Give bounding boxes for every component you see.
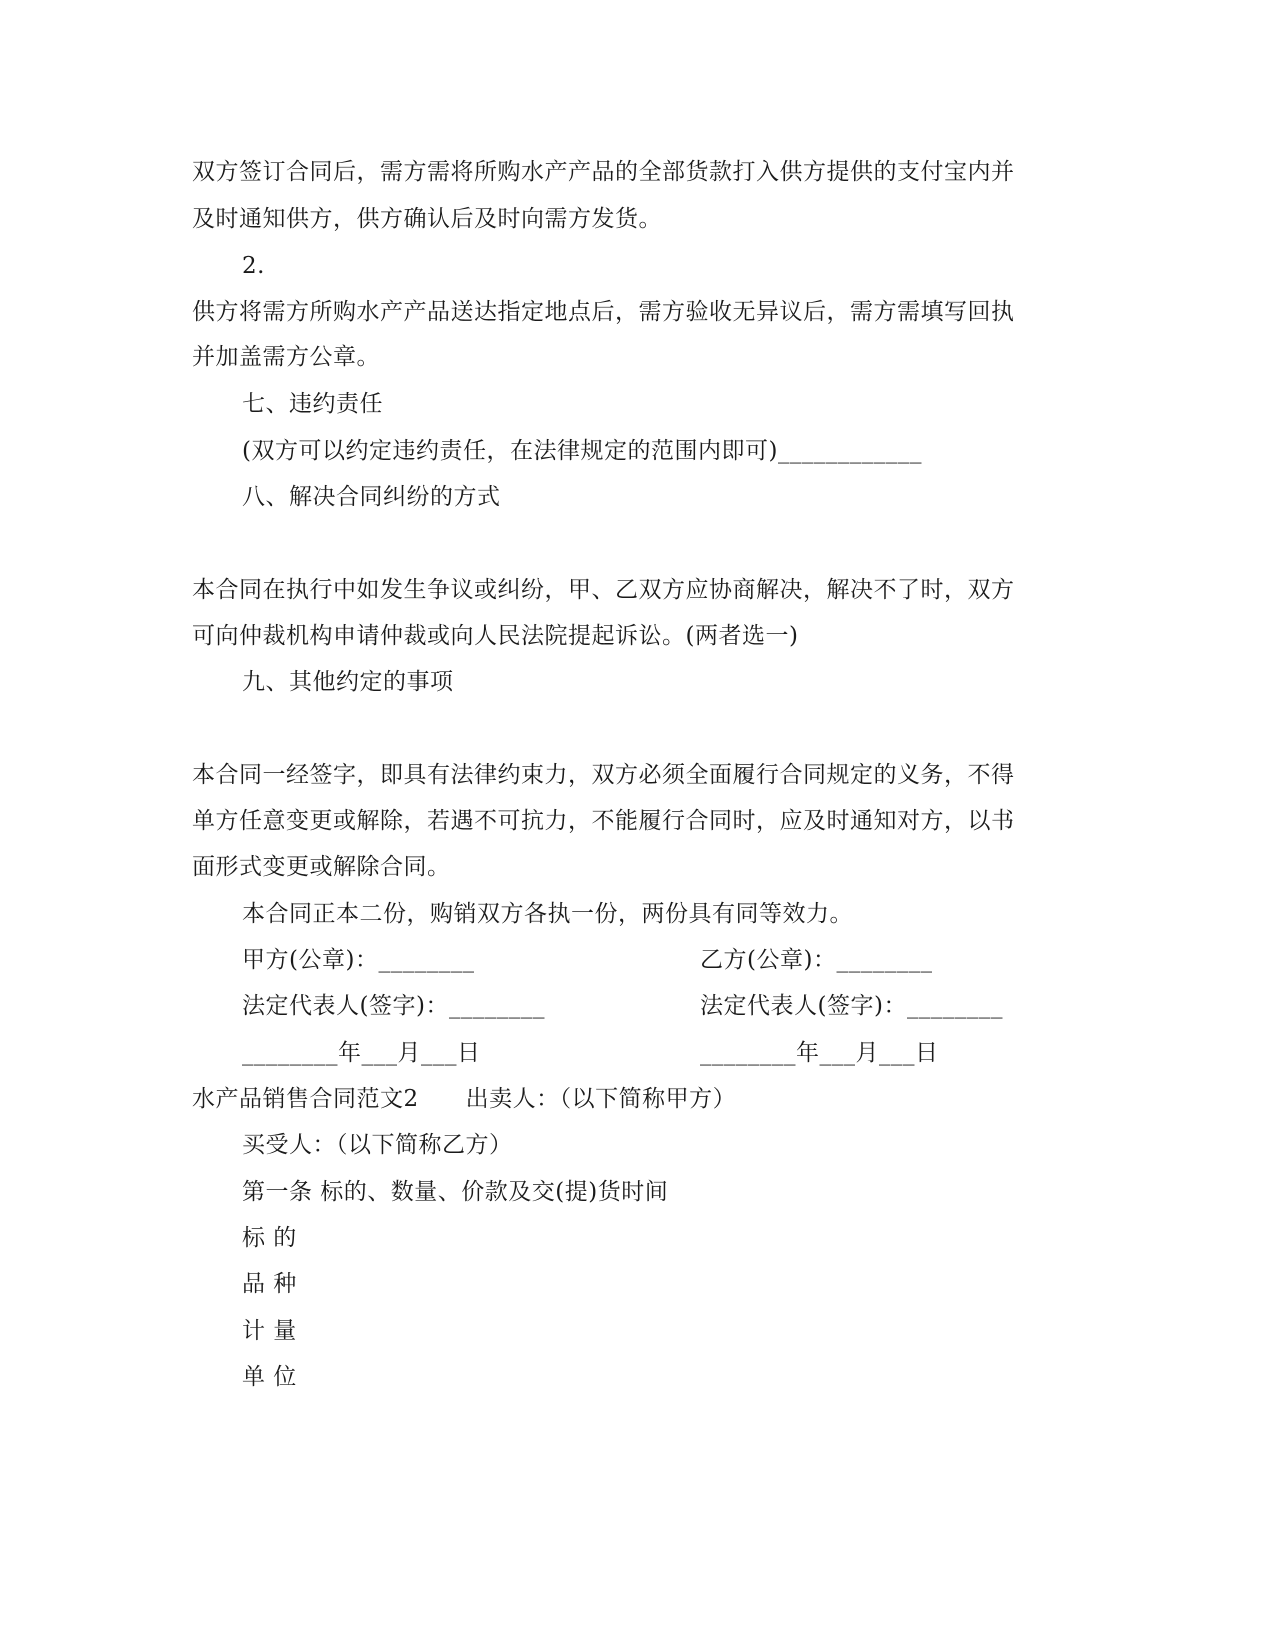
paragraph-dispute-line-1: 本合同在执行中如发生争议或纠纷，甲、乙双方应协商解决，解决不了时，双方 — [192, 577, 1015, 603]
paragraph-delivery-line-1: 供方将需方所购水产产品送达指定地点后，需方验收无异议后，需方需填写回执 — [192, 299, 1015, 325]
column-subject: 标 的 — [242, 1225, 297, 1251]
column-variety: 品 种 — [242, 1271, 297, 1297]
party-a-seal: 甲方(公章)：________ — [242, 947, 475, 973]
paragraph-dispute-line-2: 可向仲裁机构申请仲裁或向人民法院提起诉讼。(两者选一) — [192, 623, 799, 649]
party-b-seal: 乙方(公章)：________ — [700, 947, 933, 973]
paragraph-binding-line-1: 本合同一经签字，即具有法律约束力，双方必须全面履行合同规定的义务，不得 — [192, 762, 1015, 788]
buyer-line: 买受人：（以下简称乙方） — [242, 1132, 513, 1158]
paragraph-binding-line-3: 面形式变更或解除合同。 — [192, 854, 451, 880]
section-7-title: 七、违约责任 — [242, 391, 383, 417]
article-1-title: 第一条 标的、数量、价款及交(提)货时间 — [242, 1179, 669, 1205]
section-9-title: 九、其他约定的事项 — [242, 669, 454, 695]
party-b-representative: 法定代表人(签字)：________ — [700, 993, 1003, 1019]
party-b-date: ________年___月___日 — [700, 1040, 939, 1066]
paragraph-payment-line-2: 及时通知供方，供方确认后及时向需方发货。 — [192, 206, 662, 232]
party-a-date: ________年___月___日 — [242, 1040, 481, 1066]
paragraph-binding-line-2: 单方任意变更或解除，若遇不可抗力，不能履行合同时，应及时通知对方，以书 — [192, 808, 1015, 834]
section-7-text: (双方可以约定违约责任，在法律规定的范围内即可)____________ — [242, 438, 922, 464]
contract-2-title: 水产品销售合同范文2 出卖人：（以下简称甲方） — [192, 1086, 737, 1112]
party-a-representative: 法定代表人(签字)：________ — [242, 993, 545, 1019]
copies-statement: 本合同正本二份，购销双方各执一份，两份具有同等效力。 — [242, 901, 853, 927]
item-number-2: 2. — [242, 253, 265, 279]
section-8-title: 八、解决合同纠纷的方式 — [242, 484, 501, 510]
column-measure: 计 量 — [242, 1318, 297, 1344]
column-unit: 单 位 — [242, 1364, 297, 1390]
paragraph-payment-line-1: 双方签订合同后，需方需将所购水产产品的全部货款打入供方提供的支付宝内并 — [192, 159, 1015, 185]
paragraph-delivery-line-2: 并加盖需方公章。 — [192, 344, 380, 370]
